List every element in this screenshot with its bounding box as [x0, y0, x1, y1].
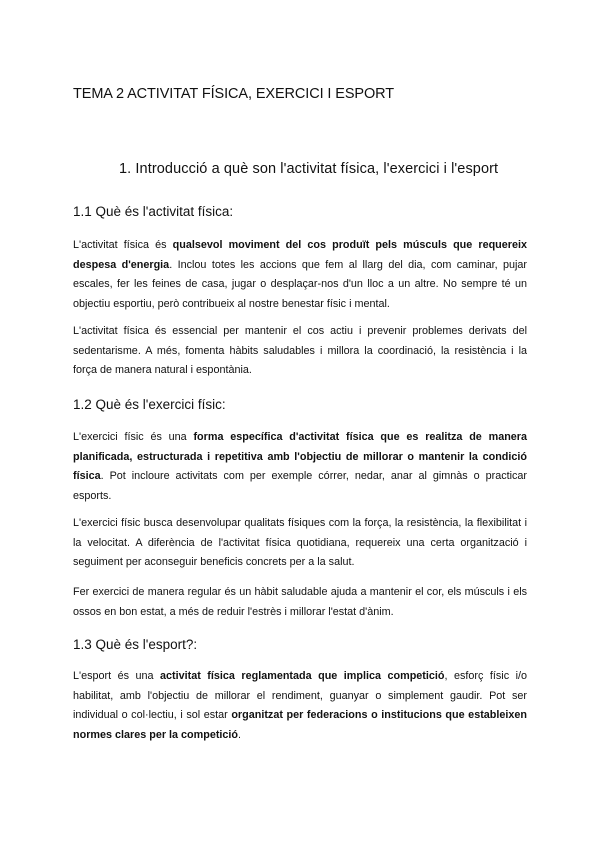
paragraph-1-1-a [73, 236, 527, 314]
paragraph-1-1-b: L'activitat física és essencial per mantenir el cos actiu i prevenir problemes derivats del sedentarisme. A més, fomenta hàbits saludables i millora la coordinació, la resistència i la força de manera natural i espontània. [73, 325, 527, 376]
paragraph-text: . Pot incloure activitats com per exemple córrer, nedar, anar al gimnàs o practicar esports. [73, 470, 527, 502]
paragraph-1-2-b: L'exercici físic busca desenvolupar qualitats físiques com la força, la resistència, la flexibilitat i la velocitat. A diferència de l'activitat física quotidiana, requereix una certa organització i seguiment per aconseguir beneficis concrets per a la salut. [73, 517, 527, 568]
paragraph-text: , esforç físic i/o habilitat, amb l'objectiu de millorar el rendiment, guanyar o simplement gaudir. Pot ser individual o col·lectiu, i sol estar [73, 670, 528, 721]
subsection-heading-1-3: 1.3 Què és l'esport?: [73, 637, 198, 652]
paragraph-text: . [238, 728, 242, 741]
paragraph-bold-text: qualsevol moviment del cos produït pels músculs que requereix despesa d'energia [73, 239, 527, 271]
paragraph-text: L'esport és una [73, 670, 160, 682]
paragraph-bold-text: forma específica d'activitat física que es realitza de manera planificada, estructurada i repetitiva amb l'objectiu de millorar o mantenir la condició física [73, 431, 528, 482]
document-title: TEMA 2 ACTIVITAT FÍSICA, EXERCICI I ESPORT [73, 86, 395, 102]
paragraph-text: . Inclou totes les accions que fem al llarg del dia, com caminar, pujar escales, fer les feines de casa, jugar o desplaçar-nos d'un lloc a un altre. No sempre té un objectiu esportiu, però contribueix al nostre benestar físic i mental. [73, 258, 527, 310]
subsection-heading-1-1: 1.1 Què és l'activitat física: [73, 204, 234, 219]
section-heading: 1. Introducció a què son l'activitat física, l'exercici i l'esport [119, 161, 499, 177]
paragraph-bold-text: organitzat per federacions o institucions que estableixen normes clares per la competició [73, 709, 528, 741]
subsection-heading-1-2: 1.2 Què és l'exercici físic: [73, 397, 226, 412]
paragraph-text: L'activitat física és [73, 239, 173, 251]
paragraph-1-3-a [73, 667, 527, 745]
paragraph-bold-text: activitat física reglamentada que implica competició [160, 670, 445, 682]
paragraph-1-2-c: Fer exercici de manera regular és un hàbit saludable ajuda a mantenir el cor, els músculs i els ossos en bon estat, a més de reduir l'estrès i millorar l'estat d'ànim. [73, 586, 527, 618]
paragraph-1-2-a [73, 428, 527, 506]
paragraph-text: L'exercici físic és una [73, 431, 194, 443]
